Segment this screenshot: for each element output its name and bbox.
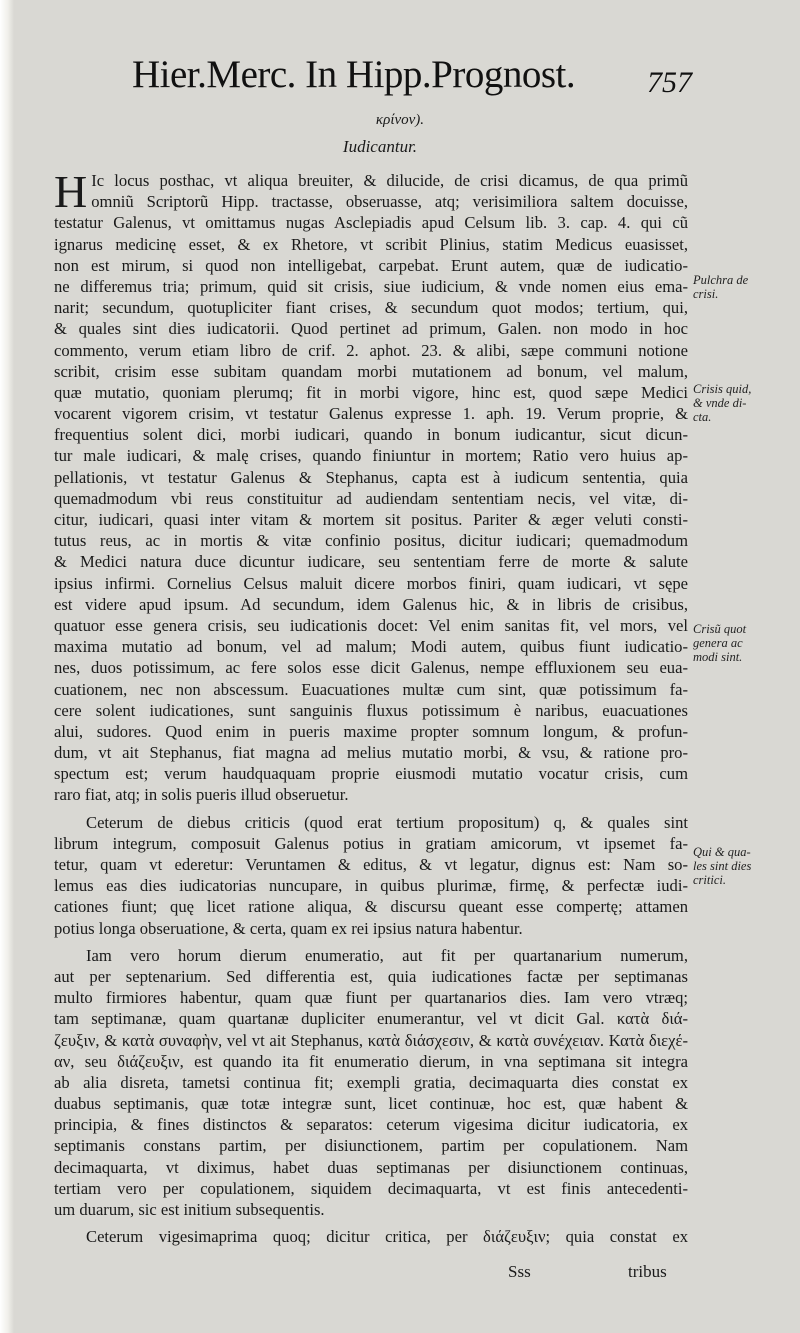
- text-line: [54, 1178, 688, 1199]
- text-line: [54, 191, 688, 212]
- text-line-content: & Medici natura duce dicuntur iudicare, seu sententiam ferre de morte & salute: [54, 552, 688, 572]
- text-line: [54, 445, 688, 466]
- side-note-line: Crisis quid,: [693, 382, 752, 396]
- text-line: [54, 742, 688, 763]
- text-line: [54, 987, 688, 1008]
- text-line-content: tur male iudicari, & malę crises, quando finiuntur in mortem; Ratio vero huius ap-: [54, 446, 688, 466]
- text-line: [54, 212, 688, 233]
- text-line: [54, 1114, 688, 1135]
- text-line: [54, 854, 688, 875]
- text-line-content: Ic locus posthac, vt aliqua breuiter, & dilucide, de crisi dicamus, de qua primũ: [91, 171, 688, 190]
- text-line-content: quatuor esse genera crisis, seu iudicationis docet: Vel enim sanitas fit, vel mors, vel: [54, 615, 688, 635]
- text-line: [54, 966, 688, 987]
- text-line-content: omniũ Scriptorũ Hipp. tractasse, obseruasse, atq; verisimiliora saltem docuisse,: [91, 192, 688, 212]
- text-line-content: ne differemus tria; primum, quid sit crisis, siue iudicium, & vnde nomen eius ema-: [54, 276, 688, 296]
- text-line-content: testatur Galenus, vt omittamus nugas Asclepiadis apud Celsum lib. 3. cap. 4. qui cũ: [54, 213, 688, 233]
- text-line: [54, 551, 688, 572]
- side-note-line: genera ac: [693, 636, 743, 650]
- text-line: [54, 721, 688, 742]
- text-line: [54, 763, 688, 784]
- text-line: [54, 234, 688, 255]
- drop-capital: H: [54, 166, 88, 217]
- text-line-content: raro fiat, atq; in solis pueris illud obseruetur.: [54, 785, 349, 805]
- text-line-content: vocarent vigorem crisim, vt testatur Galenus expresse 1. aph. 19. Verum proprie, &: [54, 404, 688, 424]
- text-line-content: cere solent iudicationes, sunt sanguinis fluxus potissimum è naribus, euacuationes: [54, 700, 688, 720]
- text-line-content: cuationem, nec non abscessum. Euacuationes multæ cum sint, quæ potissimum fa-: [54, 679, 688, 699]
- text-line-content: potius longa obseruatione, & certa, quam ex rei ipsius natura habentur.: [54, 918, 523, 938]
- text-line-content: septimanis constans partim, per disiunctionem, partim per copulationem. Nam: [54, 1136, 688, 1156]
- text-line: [54, 530, 688, 551]
- text-line-content: est videre apud ipsum. Ad secundum, idem Galenus hic, & in libris de crisibus,: [54, 594, 688, 614]
- text-line-content: alui, sudores. Quod enim in pueris maxime propter somnum longum, & profun-: [54, 721, 688, 741]
- folio-number: 757: [647, 66, 692, 99]
- side-note: [693, 382, 751, 424]
- text-line: [54, 833, 688, 854]
- commentary-body: [54, 166, 688, 1247]
- text-line-content: quæ mutatio, quoniam plerumq; fit in morbi vigore, hinc est, quod sæpe Medici: [54, 382, 688, 402]
- side-note-line: Crisũ quot: [693, 622, 747, 636]
- catchword: tribus: [628, 1262, 667, 1281]
- side-note: [693, 273, 748, 301]
- text-line: [54, 812, 688, 833]
- lemma-heading: Iudicantur.: [342, 137, 418, 156]
- text-line-content: Ceterum de diebus criticis (quod erat tertium propositum) q, & quales sint: [86, 812, 688, 832]
- text-line: [54, 509, 688, 530]
- side-note-line: modi sint.: [693, 650, 743, 664]
- text-line-content: pellationis, vt testatur Galenus & Stephanus, capta est à iudicum sententia, quia: [54, 467, 688, 487]
- text-line: [54, 657, 688, 678]
- text-line-content: frequentius solent dici, morbi iudicari, quando in bonum iudicantur, sicut dicun-: [54, 425, 688, 445]
- text-line-content: multo firmiores habentur, quam quæ fiunt per quartanarios dies. Iam vero vtræq;: [54, 988, 688, 1008]
- text-line: [54, 297, 688, 318]
- text-line-content: aut per septenarium. Sed differentia est, quia iudicationes factæ per septimanas: [54, 966, 688, 986]
- text-line-content: lemus eas dies iudicatorias nuncupare, in quibus plurimæ, firmę, & perfectæ iudi-: [54, 876, 688, 896]
- side-note: [693, 845, 751, 887]
- text-line-content: librum integrum, composuit Galenus potius in gratiam amicorum, vt ipsemet fa-: [54, 833, 688, 853]
- greek-lemma-fragment: κρίνον).: [375, 112, 425, 128]
- running-title: Hier.Merc. In Hipp.Prognost.: [132, 53, 576, 96]
- text-line-content: Iam vero horum dierum enumeratio, aut fit per quartanarium numerum,: [86, 945, 688, 965]
- text-line: [54, 573, 688, 594]
- text-line-content: commento, verum etiam libro de crif. 2. aphot. 23. & alibi, sæpe communi notione: [54, 340, 688, 360]
- text-line: [54, 424, 688, 445]
- text-line: [54, 784, 688, 805]
- text-line-content: quemadmodum vbi reus constituitur ad audiendam sententiam necis, vel vitæ, di-: [54, 488, 688, 508]
- text-line-content: narit; secundum, quotupliciter fiant crises, & secundum quot modos; tertium, qui,: [54, 298, 688, 318]
- text-line: [54, 875, 688, 896]
- text-line-content: nes, duos potissimum, ac fere solos esse dicit Galenus, nempe effluxionem seu eua-: [54, 658, 688, 678]
- text-line: [54, 594, 688, 615]
- text-line-content: tam septimanæ, quam quartanæ dupliciter enumerantur, vel vt dicit Gal. κατὰ διά-: [54, 1009, 688, 1029]
- text-line-content: citur, iudicari, quasi inter vitam & mortem sit positus. Pariter & æger veluti consti-: [54, 510, 688, 529]
- text-line-content: tutus reus, ac in mortis & vitæ confinio positus, dicitur iudicari; quemadmodum: [54, 531, 688, 551]
- text-line: [54, 318, 688, 339]
- text-line: [54, 896, 688, 917]
- text-line-content: tetur, quam vt ederetur: Veruntamen & editus, & vt legatur, dignus est: Nam so-: [54, 855, 688, 874]
- text-line-content: ignarus medicinę esset, & ex Rhetore, vt scribit Plinius, statim Medicus euasisset,: [54, 234, 688, 254]
- text-line-content: & quales sint dies iudicatorii. Quod pertinet ad primum, Galen. non modo in hoc: [54, 319, 688, 339]
- side-note-line: cta.: [693, 410, 712, 424]
- text-line: [54, 276, 688, 297]
- text-line-content: duabus septimanis, quæ totæ integræ sunt, licet continuæ, hoc est, quæ habent &: [54, 1094, 688, 1114]
- text-line: [54, 1226, 688, 1247]
- text-line-content: Ceterum vigesimaprima quoq; dicitur critica, per διάζευξιν; quia constat ex: [86, 1227, 688, 1247]
- side-note-line: critici.: [693, 873, 726, 887]
- text-line: [54, 918, 688, 939]
- text-line: [54, 382, 688, 403]
- text-line-content: dum, vt ait Stephanus, fiat magna ad melius mutatio morbi, & vsu, & ratione pro-: [54, 743, 688, 763]
- page-footer: [0, 1262, 800, 1284]
- text-line: [54, 488, 688, 509]
- text-line-content: ζευξιν, & κατὰ συναφὴν, vel vt ait Stephanus, κατὰ διάσχεσιν, & κατὰ συνέχειαν. Κατὰ διεχέ-: [54, 1030, 688, 1050]
- side-note-line: Qui & qua-: [693, 845, 751, 859]
- text-line: [54, 1008, 688, 1029]
- text-line: [54, 340, 688, 361]
- text-line: [54, 361, 688, 382]
- side-note-line: & vnde di-: [693, 396, 747, 410]
- text-line: [54, 403, 688, 424]
- text-line-content: maxima mutatio ad bonum, vel ad malum; Modi autem, quibus fiunt iudicatio-: [54, 637, 688, 657]
- page-header: [132, 52, 692, 102]
- text-line-content: αν, seu διάζευξιν, est quando ita fit enumeratio dierum, in vna septimana sit integra: [54, 1051, 688, 1071]
- text-line-content: decimaquarta, vt diximus, habet duas septimanas per disiunctionem continuas,: [54, 1157, 688, 1177]
- text-line: [54, 1093, 688, 1114]
- signature-mark: Sss: [508, 1262, 531, 1281]
- text-line-content: ipsius infirmi. Cornelius Celsus maluit dicere morbos finiri, quam iudicari, vt sępe: [54, 573, 688, 593]
- text-line-content: scribit, crisim esse subitam quandam morbi mutationem ad bonum, vel malum,: [54, 361, 688, 381]
- text-line: [54, 700, 688, 721]
- text-line-content: spectum est; verum haudquaquam proprie eiusmodi mutatio vocatur crisis, cum: [54, 764, 688, 784]
- text-line: [54, 636, 688, 657]
- text-line: [54, 1072, 688, 1093]
- text-line-content: cationes fiunt; quę licet ratione aliqua, & discursu queant esse compertę; attamen: [54, 897, 688, 917]
- text-line: [54, 679, 688, 700]
- text-line-content: ab alia disreta, tametsi continua fit; exempli gratia, decimaquarta dies constat ex: [54, 1072, 688, 1092]
- text-line: [54, 255, 688, 276]
- side-note-line: crisi.: [693, 287, 719, 301]
- text-line-content: um duarum, sic est initium subsequentis.: [54, 1200, 325, 1219]
- text-line-content: principia, & fines distinctos & separatos: ceterum vigesima dicitur iudicatoria, ex: [54, 1115, 688, 1135]
- text-line: [54, 615, 688, 636]
- text-line-content: non est mirum, si quod non intelligebat, carpebat. Erunt autem, quæ de iudicatio-: [54, 255, 688, 275]
- text-line-content: tertiam vero per copulationem, siquidem decimaquarta, vt est finis antecedenti-: [54, 1178, 688, 1198]
- side-note-line: Pulchra de: [693, 273, 749, 287]
- side-note: [693, 622, 746, 664]
- text-line: [54, 1051, 688, 1072]
- text-line: [54, 945, 688, 966]
- page-gutter-edge: [0, 0, 14, 1333]
- text-line: [54, 1199, 688, 1220]
- text-line: [54, 467, 688, 488]
- text-line: [54, 1030, 688, 1051]
- text-line: [54, 1157, 688, 1178]
- side-note-line: les sint dies: [693, 859, 752, 873]
- text-line: [54, 1135, 688, 1156]
